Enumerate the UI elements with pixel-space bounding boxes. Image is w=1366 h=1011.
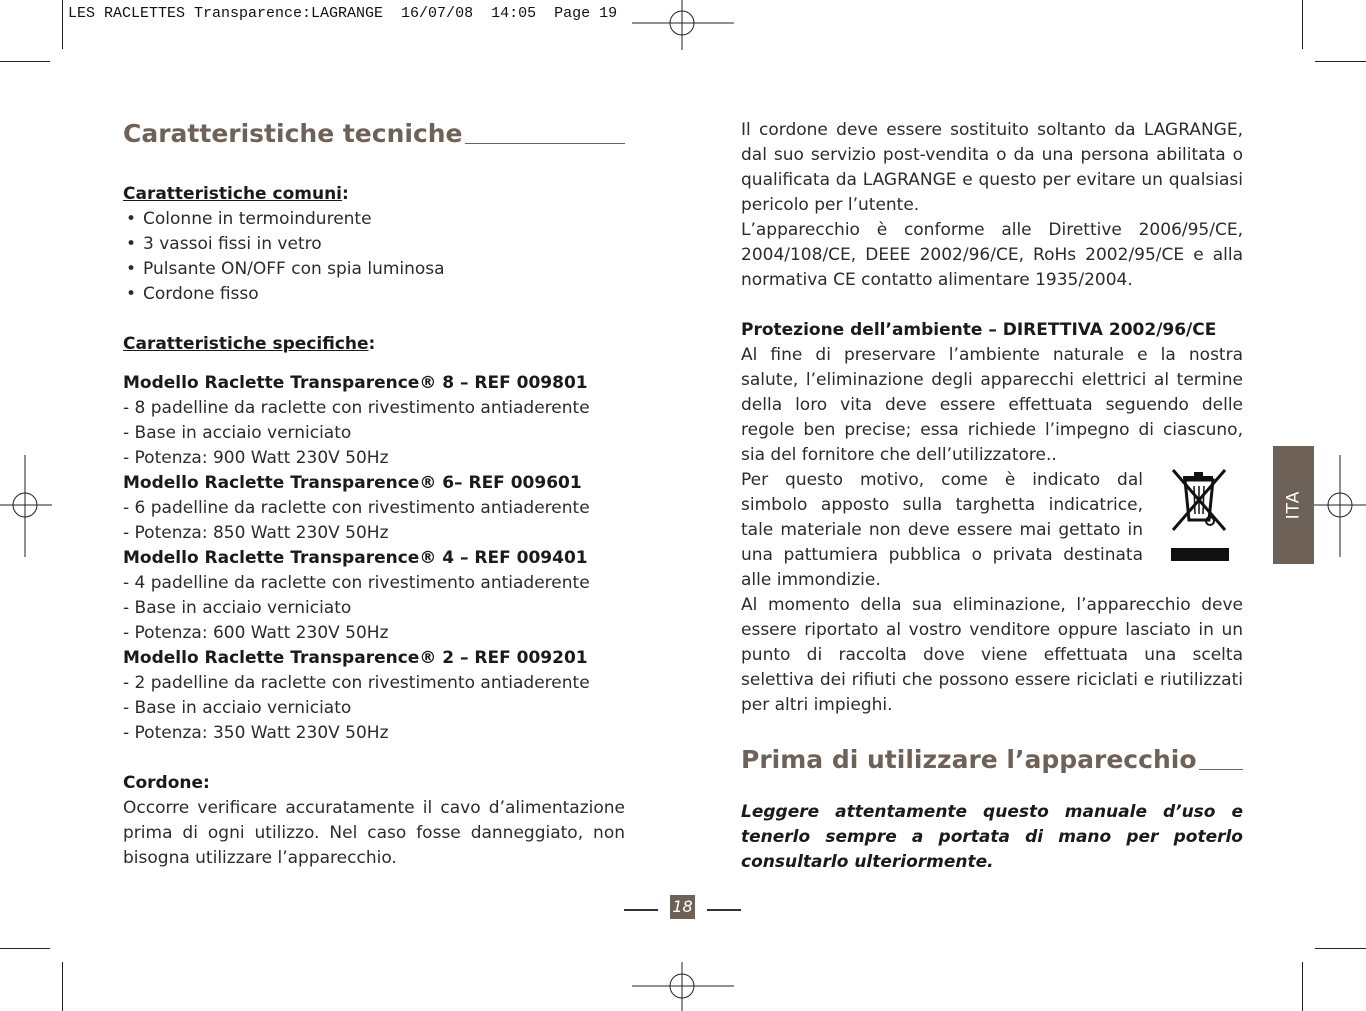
common-heading-text: Caratteristiche comuni: [123, 184, 342, 204]
weee-block: [741, 468, 1243, 593]
model-heading: Modello Raclette Transparence® 6– REF 009601: [123, 473, 582, 493]
crop-mark: [62, 0, 63, 49]
spec-line: - Potenza: 350 Watt 230V 50Hz: [123, 723, 389, 743]
spec-line: - 2 padelline da raclette con rivestimento antiaderente: [123, 673, 590, 693]
specific-features-heading: Caratteristiche specifiche:: [123, 334, 376, 354]
before-use-title: [741, 744, 1243, 776]
spec-line: - 4 padelline da raclette con rivestimento antiaderente: [123, 573, 590, 593]
cord-paragraph: Occorre verificare accuratamente il cavo d’alimentazione prima di ogni utilizzo. Nel caso fosse danneggiato, non bisogna utilizzare l’apparecchio.: [123, 798, 625, 868]
page-number: 18: [670, 895, 695, 919]
title-text: Prima di utilizzare l’apparecchio: [741, 745, 1197, 774]
crop-mark: [0, 61, 50, 62]
crop-mark: [0, 948, 50, 949]
right-column: [741, 118, 1243, 875]
environment-paragraph: Al fine di preservare l’ambiente naturale e la nostra salute, l’eliminazione degli apparecchi elettrici al termine della loro vita deve essere effettuata seguendo delle regole ben precise; essa richiede l’impegno di ciascuno, sia del fornitore che dell’utilizzatore..: [741, 345, 1243, 465]
print-slug: LES RACLETTES Transparence:LAGRANGE 16/07/08 14:05 Page 19: [68, 5, 618, 22]
spec-line: - Potenza: 600 Watt 230V 50Hz: [123, 623, 389, 643]
spec-line: - Base in acciaio verniciato: [123, 698, 352, 718]
list-item: • 3 vassoi fissi in vetro: [123, 232, 625, 257]
technical-specs-title: [123, 118, 625, 150]
registration-mark-icon: [1314, 455, 1366, 557]
language-tab-label: ITA: [1283, 490, 1304, 520]
spec-line: - Potenza: 900 Watt 230V 50Hz: [123, 448, 389, 468]
language-tab: [1273, 446, 1314, 564]
list-item: • Cordone fisso: [123, 282, 625, 307]
environment-heading: Protezione dell’ambiente – DIRETTIVA 2002/96/CE: [741, 320, 1217, 340]
crop-mark: [62, 962, 63, 1011]
cord-heading: Cordone:: [123, 773, 210, 793]
spec-line: - Base in acciaio verniciato: [123, 423, 352, 443]
model-heading: Modello Raclette Transparence® 4 – REF 009401: [123, 548, 588, 568]
title-text: Caratteristiche tecniche: [123, 119, 463, 148]
weee-paragraph: Per questo motivo, come è indicato dal simbolo apposto sulla targhetta indicatrice, tale materiale non deve essere mai gettato in una pattumiera pubblica o privata destinata alle immondizie.: [741, 470, 1143, 590]
crop-mark: [1315, 948, 1366, 949]
title-rule: [465, 143, 625, 144]
crossed-out-bin-icon: [1165, 464, 1235, 564]
model-heading: Modello Raclette Transparence® 8 – REF 009801: [123, 373, 588, 393]
title-rule: [1199, 769, 1244, 770]
list-item: • Colonne in termoindurente: [123, 207, 625, 232]
spec-line: - Potenza: 850 Watt 230V 50Hz: [123, 523, 389, 543]
page-number-rule: [707, 909, 741, 911]
cord-replacement-paragraph: Il cordone deve essere sostituito soltanto da LAGRANGE, dal suo servizio post-vendita o da una persona abilitata o qualificata da LAGRANGE e questo per evitare un qualsiasi pericolo per l’utente.: [741, 120, 1243, 215]
read-manual-notice: Leggere attentamente questo manuale d’uso e tenerlo sempre a portata di mano per poterlo consultarlo ulteriormente.: [741, 802, 1243, 872]
registration-mark-icon: [632, 962, 734, 1011]
specific-heading-text: Caratteristiche specifiche: [123, 334, 369, 354]
spec-line: - 6 padelline da raclette con rivestimento antiaderente: [123, 498, 590, 518]
spec-line: - 8 padelline da raclette con rivestimento antiaderente: [123, 398, 590, 418]
disposal-paragraph: Al momento della sua eliminazione, l’apparecchio deve essere riportato al vostro venditore oppure lasciato in un punto di raccolta dove viene effettuata una scelta selettiva dei rifiuti che possono essere riciclati e riutilizzati per altri impieghi.: [741, 595, 1243, 715]
page-number-rule: [624, 909, 658, 911]
list-item: • Pulsante ON/OFF con spia luminosa: [123, 257, 625, 282]
registration-mark-icon: [0, 455, 52, 557]
crop-mark: [1302, 0, 1303, 49]
crop-mark: [1315, 61, 1366, 62]
model-heading: Modello Raclette Transparence® 2 – REF 009201: [123, 648, 588, 668]
registration-mark-icon: [632, 0, 734, 50]
crop-mark: [1302, 962, 1303, 1011]
compliance-paragraph: L’apparecchio è conforme alle Direttive 2006/95/CE, 2004/108/CE, DEEE 2002/96/CE, RoHs 2002/95/CE e alla normativa CE contatto alimentare 1935/2004.: [741, 220, 1243, 290]
common-features-heading: Caratteristiche comuni:: [123, 184, 349, 204]
left-column: [123, 118, 625, 871]
spec-line: - Base in acciaio verniciato: [123, 598, 352, 618]
